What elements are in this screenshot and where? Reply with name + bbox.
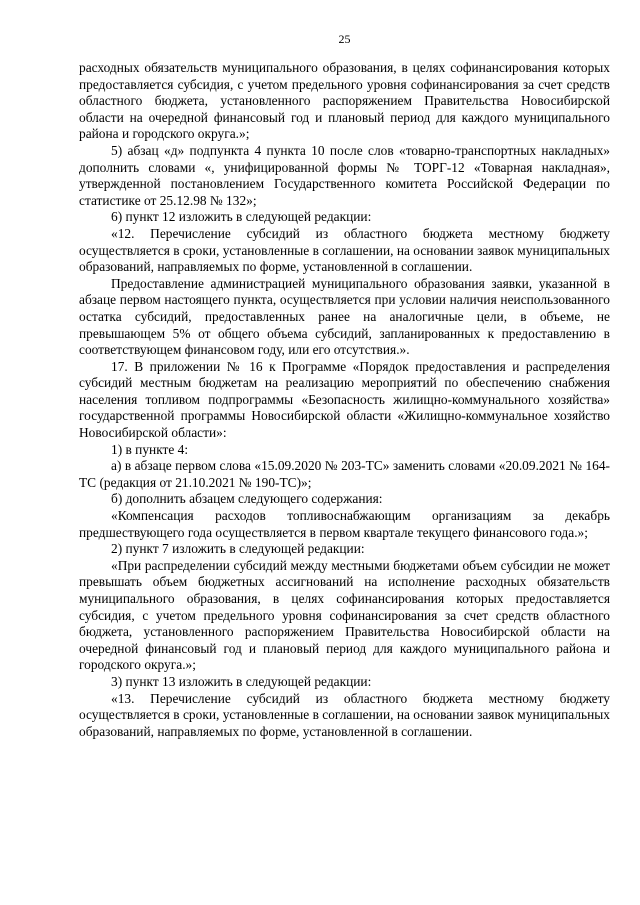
- paragraph: Предоставление администрацией муниципального образования заявки, указанной в абзаце первом настоящего пункта, осуществляется при условии наличия неиспользованного остатка субсидий, предоставленных ранее на аналогичные цели, в объеме, не превышающем 5% от общего объема субсидий, запланированных к предоставлению в соответствующем финансовом году, или его отсутствия.».: [79, 275, 610, 358]
- paragraph: б) дополнить абзацем следующего содержания:: [111, 491, 383, 507]
- paragraph: расходных обязательств муниципального образования, в целях софинансирования которых предоставляется субсидия, с учетом предельного уровня софинансирования за счет средств областного бюджета, установленного распоряжением Правительства Новосибирской области на очередной финансовый год и плановый период для каждого муниципального района и городского округа.»;: [79, 60, 610, 142]
- paragraph: 2) пункт 7 изложить в следующей редакции:: [111, 541, 365, 557]
- paragraph: «При распределении субсидий между местными бюджетами объем субсидии не может превышать объем бюджетных ассигнований на исполнение расходных обязательств муниципального образования, в целях софинансирования которых предоставляется субсидия, с учетом предельного уровня софинансирования за счет средств областного бюджета, установленного распоряжением Правительства Новосибирской области на очередной финансовый год и плановый период для каждого муниципального района и городского округа.»;: [79, 557, 610, 673]
- page-number: 25: [338, 32, 351, 46]
- paragraph: а) в абзаце первом слова «15.09.2020 № 203-ТС» заменить словами «20.09.2021 № 164-ТС (редакция от 21.10.2021 № 190-ТС)»;: [79, 458, 610, 490]
- paragraph: 3) пункт 13 изложить в следующей редакции:: [111, 673, 372, 689]
- paragraph: 5) абзац «д» подпункта 4 пункта 10 после слов «товарно-транспортных накладных» дополнить словами «, унифицированной формы № ТОРГ-12 «Товарная накладная», утвержденной постановлением Государственного комитета Российской Федерации по статистике от 25.12.98 № 132»;: [79, 142, 610, 208]
- paragraph: 6) пункт 12 изложить в следующей редакции:: [111, 209, 372, 225]
- paragraph: «Компенсация расходов топливоснабжающим организациям за декабрь предшествующего года осуществляется в первом квартале текущего финансового года.»;: [79, 508, 610, 540]
- paragraph: 1) в пункте 4:: [111, 441, 189, 457]
- paragraph: «13. Перечисление субсидий из областного бюджета местному бюджету осуществляется в сроки, установленные в соглашении, на основании заявок муниципальных образований, направляемых по форме, установленной в соглашении.: [79, 690, 610, 739]
- document-body: [79, 60, 610, 740]
- paragraph: «12. Перечисление субсидий из областного бюджета местному бюджету осуществляется в сроки, установленные в соглашении, на основании заявок муниципальных образований, направляемых по форме, установленной в соглашении.: [79, 225, 610, 275]
- paragraph: 17. В приложении № 16 к Программе «Порядок предоставления и распределения субсидий местным бюджетам на реализацию мероприятий по обеспечению снабжения населения топливом подпрограммы «Безопасность жилищно-коммунального хозяйства» государственной программы Новосибирской области «Жилищно-коммунальное хозяйство Новосибирской области»:: [79, 358, 610, 441]
